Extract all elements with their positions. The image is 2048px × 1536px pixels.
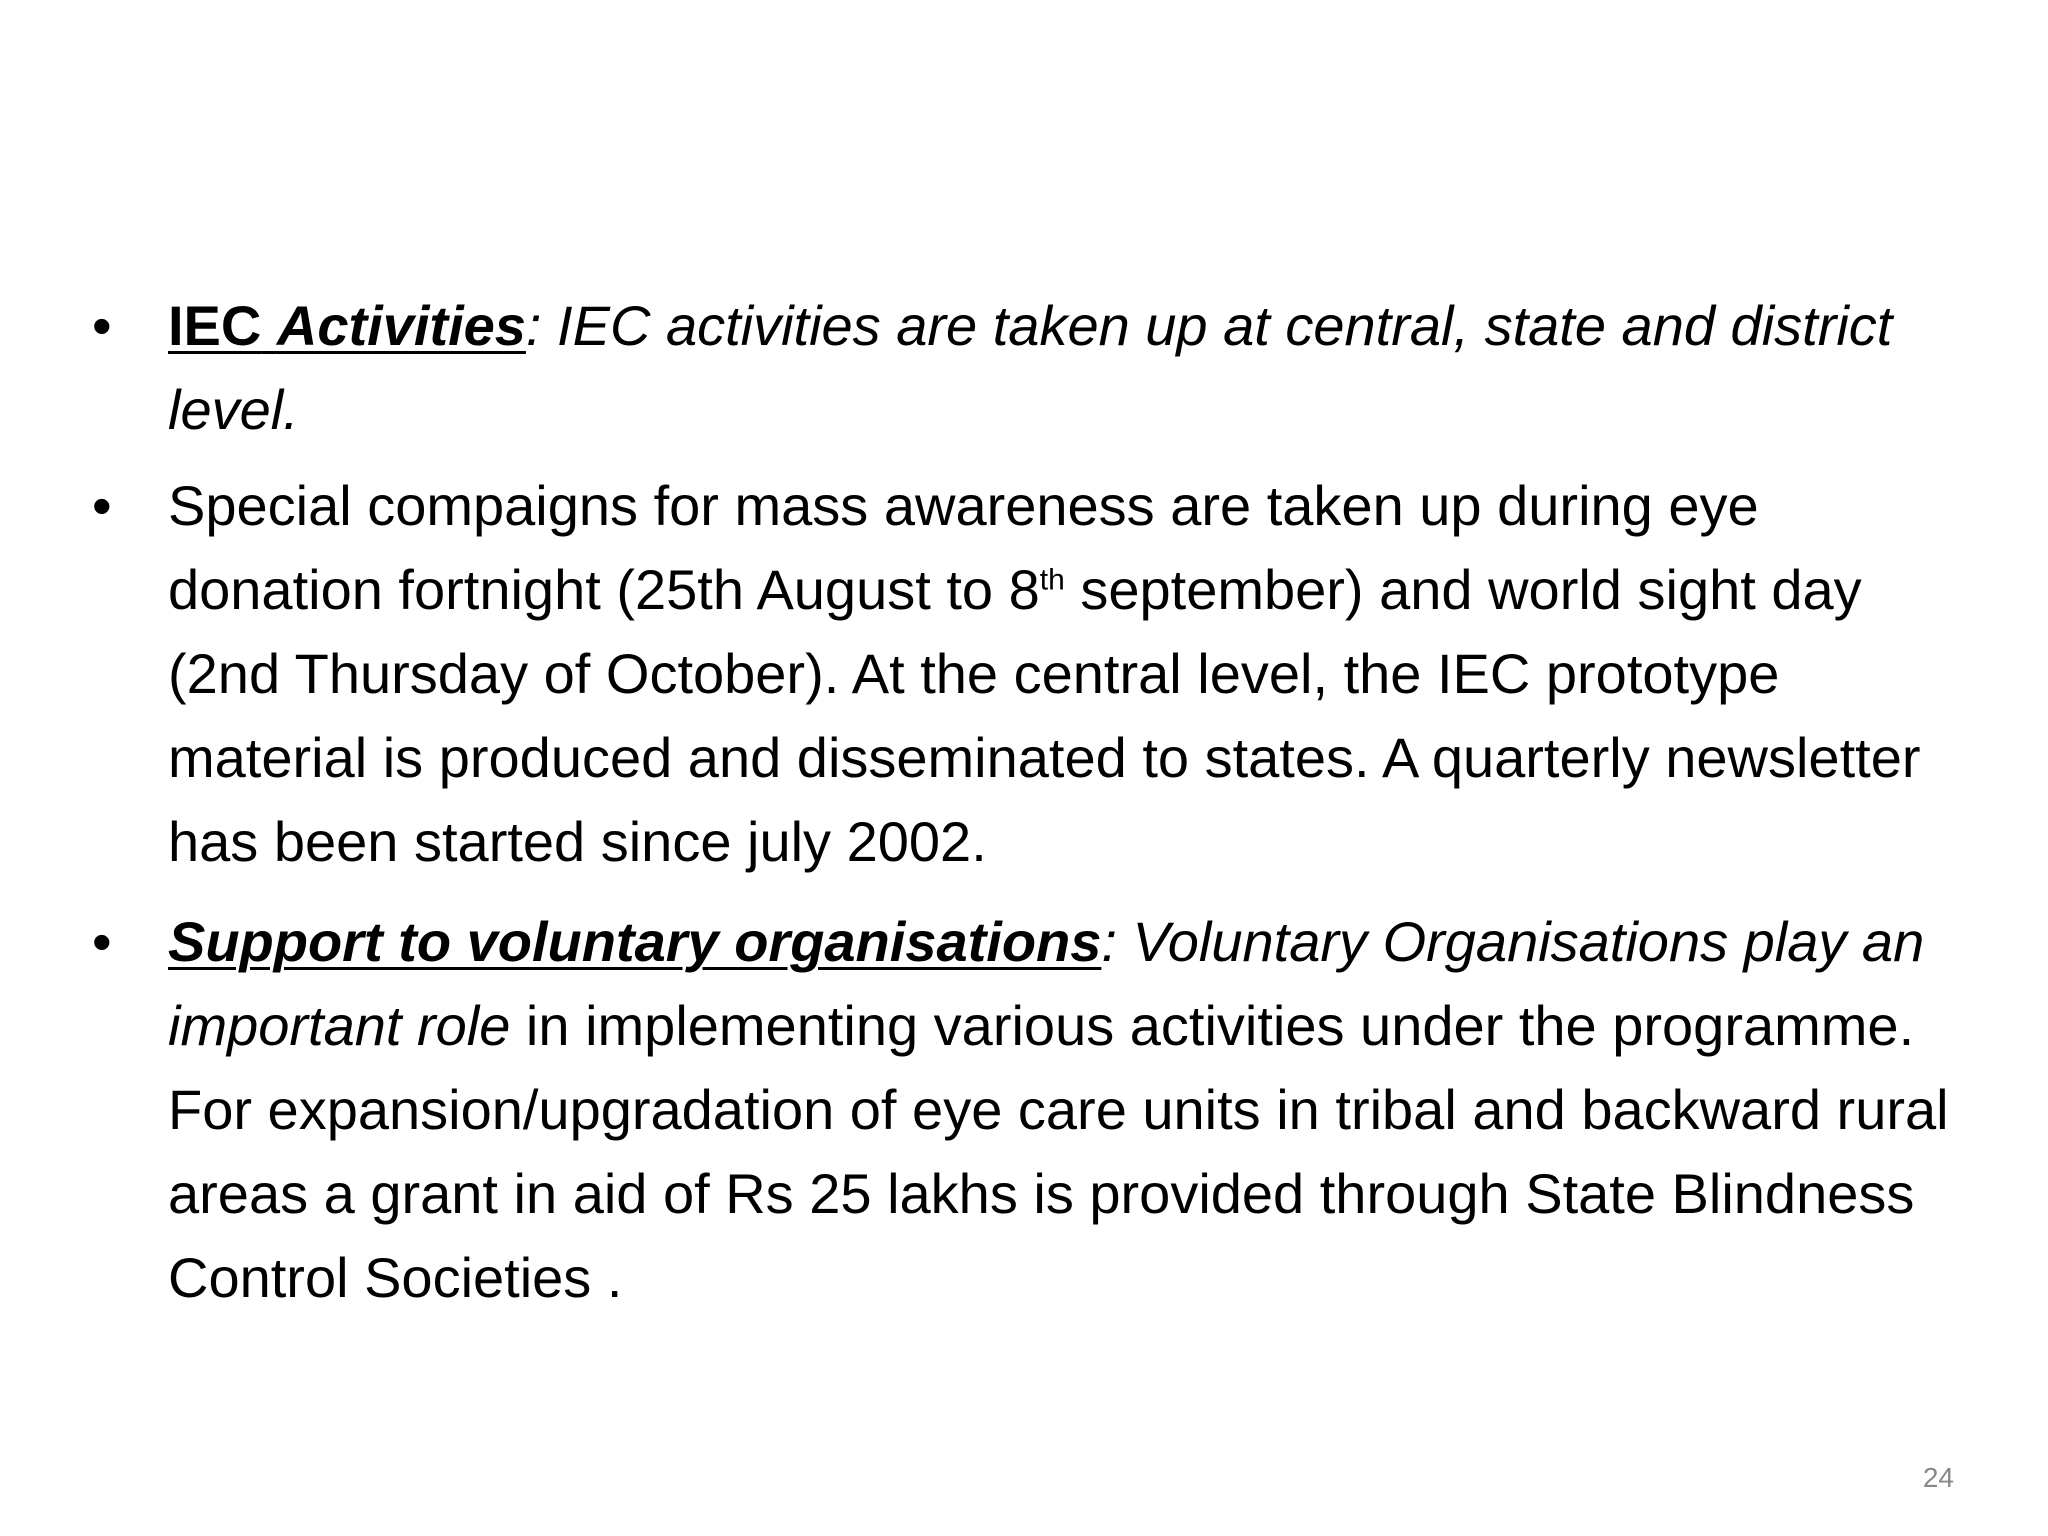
bullet-dot-icon: • (92, 294, 112, 357)
bullet-iec-activities (80, 284, 1980, 452)
iec-heading (168, 294, 526, 357)
campaigns-text-part1: Special compaigns for mass awareness are taken up during eye donation fortnight (25th August to 8 (168, 474, 1759, 621)
bullet-voluntary-organisations (80, 900, 1980, 1320)
iec-label: IEC (168, 294, 262, 357)
voluntary-heading: Support to voluntary organisations (168, 910, 1102, 973)
activities-label: Activities (276, 294, 526, 357)
slide-content (80, 284, 1980, 1332)
bullet-dot-icon: • (92, 474, 112, 537)
campaigns-text-part2: september) and world sight day (2nd Thursday of October). At the central level, the IEC prototype material is produced and disseminated to states. A quarterly newsletter has been started since july 2002. (168, 558, 1921, 873)
bullet-dot-icon: • (92, 910, 112, 973)
page-number: 24 (1922, 1462, 1954, 1493)
voluntary-plain-text: in implementing various activities under the programme. For expansion/upgradation of eye care units in tribal and backward rural areas a grant in aid of Rs 25 lakhs is provided through State Blindness Control Societies . (168, 994, 1949, 1309)
bullet-special-campaigns (80, 464, 1980, 884)
campaigns-superscript: th (1039, 563, 1065, 597)
iec-label-space (261, 294, 277, 357)
bullet-list (80, 284, 1980, 1320)
voluntary-italic-text: : Voluntary Organisations play an important role (168, 910, 1925, 1057)
iec-description: : IEC activities are taken up at central, state and district level. (168, 294, 1893, 441)
